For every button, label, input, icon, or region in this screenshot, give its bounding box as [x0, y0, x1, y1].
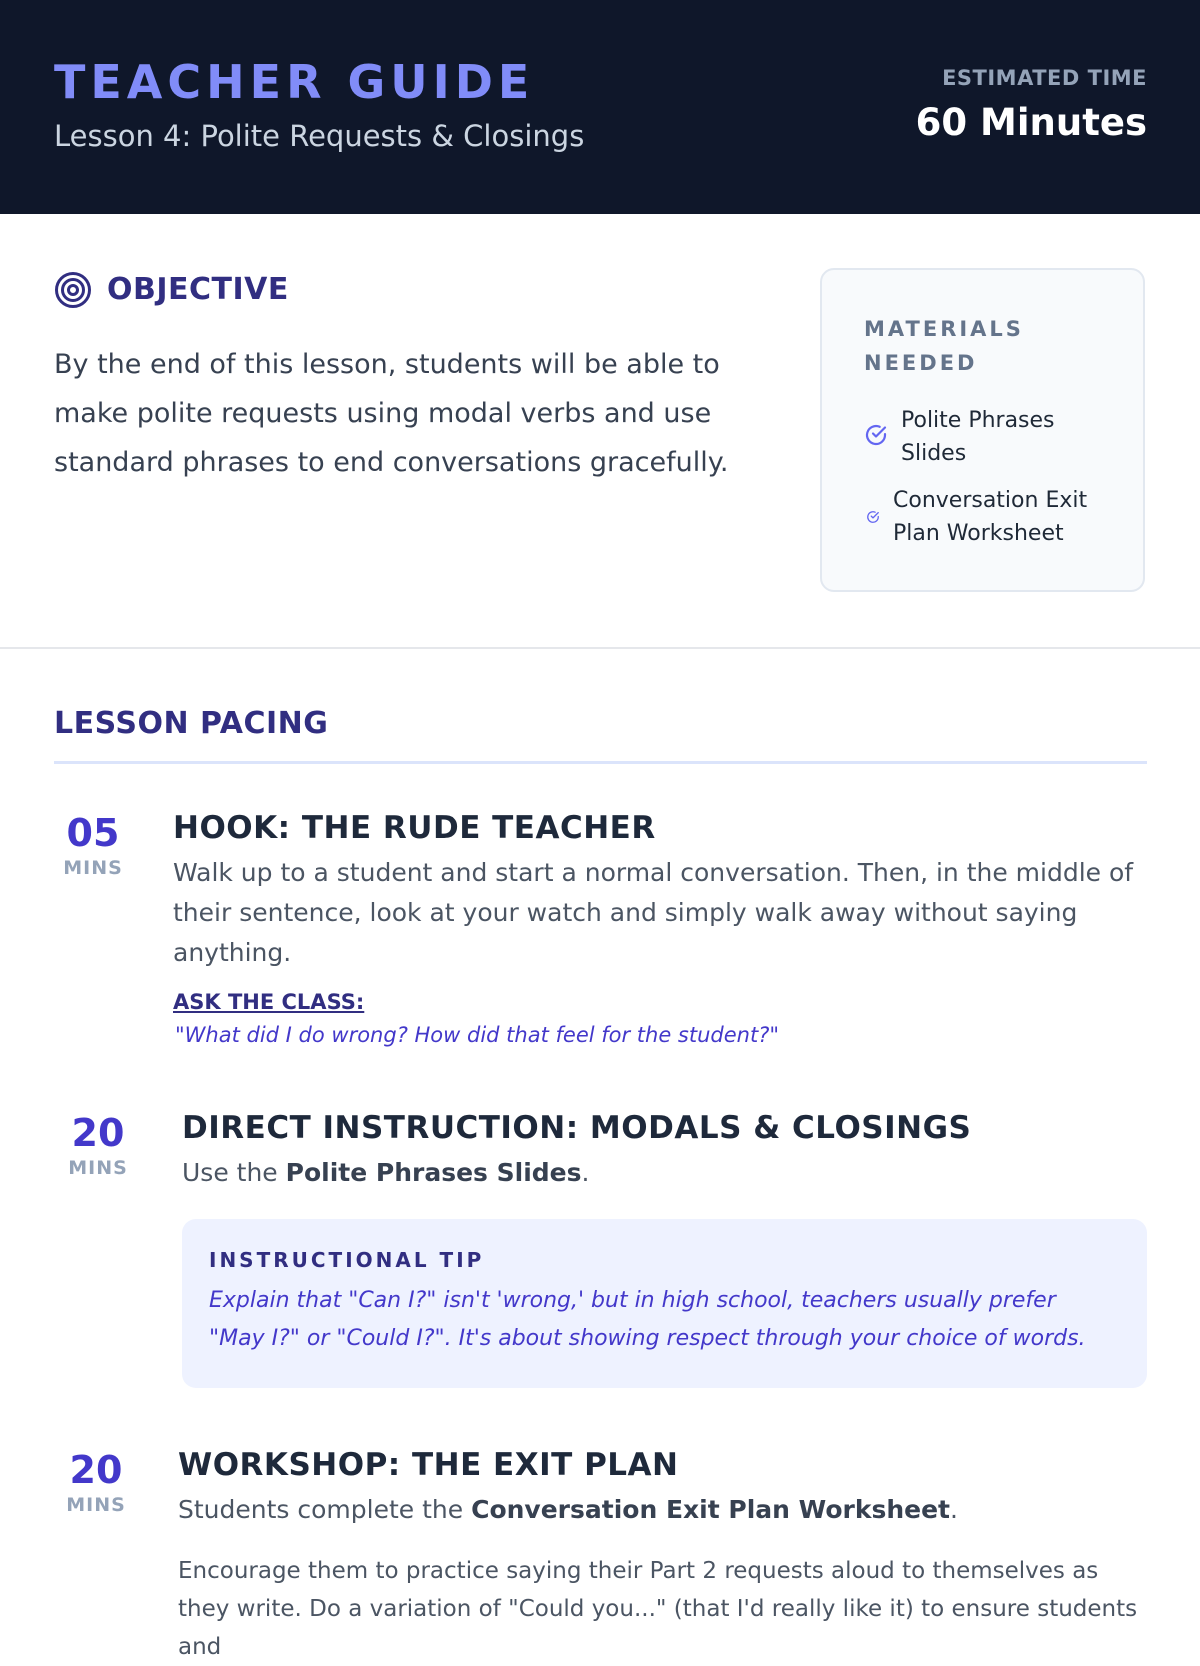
step-description — [182, 1153, 1142, 1193]
step-title: WORKSHOP: THE EXIT PLAN — [178, 1447, 679, 1483]
step-description: Walk up to a student and start a normal conversation. Then, in the middle of their sentence, look at your watch and simply walk away without saying anything. — [173, 858, 1134, 967]
objective-text: By the end of this lesson, students will be able to make polite requests using modal verbs and use standard phrases to end conversations gracefully. — [54, 349, 729, 478]
materials-card — [820, 268, 1145, 592]
check-circle-icon — [866, 510, 880, 524]
step-duration — [63, 811, 123, 881]
material-item-label: Conversation Exit Plan Worksheet — [893, 488, 1088, 546]
step-minutes: 20 — [69, 1448, 123, 1492]
lesson-pacing-heading: LESSON PACING — [54, 706, 329, 741]
ask-the-class-quote: "What did I do wrong? How did that feel for the student?" — [175, 1023, 780, 1047]
ask-the-class-label: ASK THE CLASS: — [173, 990, 365, 1014]
step-title: DIRECT INSTRUCTION: MODALS & CLOSINGS — [182, 1110, 972, 1146]
objective-heading: OBJECTIVE — [107, 272, 289, 307]
step-text: . — [950, 1495, 958, 1524]
step-minutes: 20 — [71, 1111, 125, 1155]
step-text: Students complete the — [178, 1495, 472, 1524]
instructional-tip-label: INSTRUCTIONAL TIP — [209, 1248, 485, 1272]
step-description-continued: Encourage them to practice saying their Part 2 requests aloud to themselves as they write. Do a variation of "Could you..." (that I'd really like it) to ensure students and — [178, 1558, 1138, 1660]
estimated-time-value: 60 Minutes — [915, 101, 1147, 144]
material-item — [864, 404, 1104, 470]
estimated-time-label: ESTIMATED TIME — [942, 66, 1147, 90]
guide-title: TEACHER GUIDE — [54, 55, 535, 109]
step-text: . — [581, 1158, 590, 1187]
instructional-tip-text: Explain that "Can I?" isn't 'wrong,' but in high school, teachers usually prefer "May I?" or "Could I?". It's about showing respect through your choice of words. — [209, 1288, 1086, 1351]
step-text: Use the — [182, 1158, 286, 1187]
instructional-tip-box — [182, 1219, 1147, 1388]
step-duration — [66, 1448, 126, 1518]
lesson-subtitle: Lesson 4: Polite Requests & Closings — [54, 119, 585, 153]
check-circle-icon — [864, 423, 888, 447]
step-description — [178, 1490, 1143, 1530]
step-title: HOOK: THE RUDE TEACHER — [173, 810, 656, 846]
page-header — [0, 0, 1200, 214]
step-minutes-unit: MINS — [66, 1494, 126, 1516]
step-minutes: 05 — [66, 811, 120, 855]
materials-heading: MATERIALS NEEDED — [864, 317, 1024, 375]
material-item-label: Polite Phrases Slides — [901, 408, 1055, 466]
material-item — [864, 484, 1114, 550]
step-minutes-unit: MINS — [63, 857, 123, 879]
pacing-underline — [54, 761, 1147, 764]
target-icon — [54, 271, 92, 309]
step-duration — [68, 1111, 128, 1181]
material-reference: Conversation Exit Plan Worksheet — [471, 1495, 950, 1524]
step-minutes-unit: MINS — [68, 1157, 128, 1179]
material-reference: Polite Phrases Slides — [285, 1158, 582, 1187]
section-divider — [0, 647, 1200, 649]
